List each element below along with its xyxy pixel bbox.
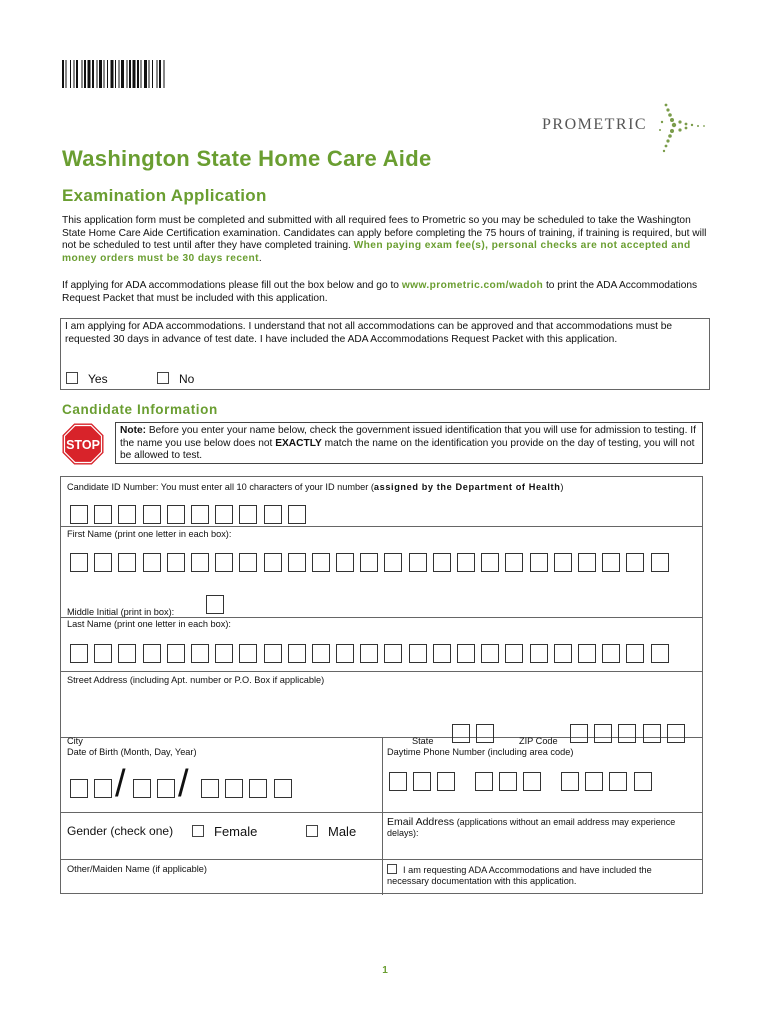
zip-label: ZIP Code — [519, 736, 558, 746]
last-name-label: Last Name (print one letter in each box): — [67, 619, 231, 629]
ada-request-box — [60, 318, 710, 390]
letter-box[interactable] — [157, 779, 175, 798]
barcode-bar — [119, 60, 120, 88]
barcode-bar — [152, 60, 153, 88]
letter-box[interactable] — [336, 553, 354, 572]
letter-box[interactable] — [626, 553, 644, 572]
letter-box[interactable] — [312, 553, 330, 572]
first-name-label: First Name (print one letter in each box): — [67, 529, 232, 539]
stop-sign-text: STOP — [66, 438, 100, 452]
phone-line-boxes[interactable] — [561, 772, 652, 791]
ada-yes-label: Yes — [88, 372, 108, 386]
barcode-bar — [159, 60, 161, 88]
letter-box[interactable] — [288, 644, 306, 663]
letter-box[interactable] — [288, 505, 306, 524]
dob-slash: / — [178, 763, 189, 805]
letter-box[interactable] — [384, 644, 402, 663]
barcode-bar — [137, 60, 139, 88]
intro-text: This application form must be completed and submitted with all required fees to Prometric so you may be scheduled to take the Washington State Home Care Aide Certification examination. Candidates can apply before completing the 75 hours of training, if training is required, but will not be scheduled to test until after they have completed training. — [62, 215, 707, 251]
letter-box[interactable] — [94, 644, 112, 663]
candidate-id-label — [67, 482, 563, 493]
dob-year-boxes[interactable] — [201, 779, 292, 798]
letter-box[interactable] — [94, 553, 112, 572]
letter-box[interactable] — [618, 724, 636, 743]
letter-box[interactable] — [264, 553, 282, 572]
barcode-bar — [164, 60, 165, 88]
letter-box[interactable] — [457, 553, 475, 572]
barcode-bar — [66, 60, 67, 88]
letter-box[interactable] — [409, 644, 427, 663]
letter-box[interactable] — [651, 644, 669, 663]
barcode-bar — [127, 60, 128, 88]
letter-box[interactable] — [530, 553, 548, 572]
barcode — [62, 60, 232, 88]
letter-box[interactable] — [409, 553, 427, 572]
letter-box[interactable] — [523, 772, 541, 791]
letter-box[interactable] — [143, 644, 161, 663]
letter-box[interactable] — [643, 724, 661, 743]
letter-box[interactable] — [118, 505, 136, 524]
phone-area-boxes[interactable] — [389, 772, 455, 791]
street-address-input[interactable] — [67, 689, 697, 719]
middle-initial-label: Middle Initial (print in box): — [67, 607, 175, 617]
barcode-bar — [121, 60, 124, 88]
letter-box[interactable] — [578, 553, 596, 572]
note-exactly: EXACTLY — [275, 437, 322, 449]
letter-box[interactable] — [505, 644, 523, 663]
letter-box[interactable] — [239, 553, 257, 572]
letter-box[interactable] — [360, 553, 378, 572]
letter-box[interactable] — [554, 644, 572, 663]
letter-box[interactable] — [94, 779, 112, 798]
note-text1: Before you enter your name below, check the government issued identification that you will use for admission to testing. If the name you use below does not — [120, 425, 696, 449]
letter-box[interactable] — [634, 772, 652, 791]
zip-boxes[interactable] — [570, 724, 685, 743]
ada-no-option[interactable] — [157, 372, 194, 386]
barcode-bar — [149, 60, 150, 88]
letter-box[interactable] — [667, 724, 685, 743]
letter-box[interactable] — [249, 779, 267, 798]
gender-label-close: ) — [169, 824, 174, 838]
barcode-bar — [88, 60, 91, 88]
barcode-bar — [84, 60, 86, 88]
ada-yes-option[interactable] — [66, 372, 108, 386]
letter-box[interactable] — [143, 553, 161, 572]
letter-box[interactable] — [505, 553, 523, 572]
letter-box[interactable] — [191, 553, 209, 572]
barcode-bar — [107, 60, 108, 88]
ada-no-label: No — [179, 372, 195, 386]
ada-yes-checkbox[interactable] — [66, 372, 78, 384]
prometric-logo — [542, 100, 712, 156]
candidate-id-boxes[interactable] — [70, 505, 306, 524]
page-number: 1 — [382, 965, 388, 976]
barcode-bar — [133, 60, 136, 88]
ada-confirm-label: I am requesting ADA Accommodations and have included the necessary documentation with this application. — [387, 865, 652, 886]
email-label-text: Email Address — [387, 816, 455, 828]
letter-box[interactable] — [530, 644, 548, 663]
letter-box[interactable] — [118, 553, 136, 572]
letter-box[interactable] — [191, 505, 209, 524]
letter-box[interactable] — [609, 772, 627, 791]
barcode-bar — [111, 60, 114, 88]
letter-box[interactable] — [70, 553, 88, 572]
letter-box[interactable] — [433, 644, 451, 663]
letter-box[interactable] — [239, 505, 257, 524]
gender-label — [67, 826, 173, 837]
letter-box[interactable] — [475, 772, 493, 791]
last-name-boxes[interactable] — [70, 644, 669, 663]
note-text2: match the name on the identification you provide on the day of testing, you will not be allowed to test. — [120, 437, 695, 461]
candidate-id-close: ) — [560, 482, 564, 492]
candidate-id-label-text: Candidate ID Number: You must enter all 10 characters of your ID number ( — [67, 482, 374, 492]
letter-box[interactable] — [481, 553, 499, 572]
letter-box[interactable] — [215, 505, 233, 524]
letter-box[interactable] — [433, 553, 451, 572]
letter-box[interactable] — [143, 505, 161, 524]
page-title: Washington State Home Care Aide — [62, 146, 432, 171]
candidate-info-heading: Candidate Information — [62, 402, 218, 417]
phone-label: Daytime Phone Number (including area code) — [387, 747, 574, 757]
dob-label: Date of Birth (Month, Day, Year) — [67, 747, 197, 757]
letter-box[interactable] — [167, 644, 185, 663]
letter-box[interactable] — [602, 553, 620, 572]
barcode-bar — [129, 60, 131, 88]
barcode-bar — [157, 60, 158, 88]
female-checkbox[interactable] — [192, 825, 204, 837]
barcode-bar — [70, 60, 71, 88]
stop-sign-icon — [61, 422, 105, 466]
payment-warning: When paying exam fee(s), personal checks are not accepted and money orders must be 30 days recent — [62, 240, 691, 264]
letter-box[interactable] — [70, 505, 88, 524]
email-label — [387, 817, 687, 839]
letter-box[interactable] — [554, 553, 572, 572]
state-boxes[interactable] — [452, 724, 494, 743]
barcode-bar — [76, 60, 78, 88]
ada-url-link[interactable]: www.prometric.com/wadoh — [401, 280, 544, 291]
ada-instructions-text1: If applying for ADA accommodations please fill out the box below and go to — [62, 280, 399, 291]
letter-box[interactable] — [70, 779, 88, 798]
candidate-form — [60, 476, 703, 894]
letter-box[interactable] — [389, 772, 407, 791]
letter-box[interactable] — [457, 644, 475, 663]
logo-text: PROMETRIC — [542, 116, 648, 133]
letter-box[interactable] — [94, 505, 112, 524]
other-name-label: Other/Maiden Name (if applicable) — [67, 864, 207, 874]
letter-box[interactable] — [578, 644, 596, 663]
letter-box[interactable] — [585, 772, 603, 791]
letter-box[interactable] — [215, 644, 233, 663]
note-label: Note: — [120, 425, 147, 436]
phone-prefix-boxes[interactable] — [475, 772, 541, 791]
barcode-bar — [104, 60, 105, 88]
note-box — [115, 422, 703, 464]
male-label: Male — [328, 824, 357, 839]
dob-slash: / — [115, 763, 126, 805]
letter-box[interactable] — [118, 644, 136, 663]
ada-no-checkbox[interactable] — [157, 372, 169, 384]
letter-box[interactable] — [651, 553, 669, 572]
email-note: (applications without an email address may experience delays): — [387, 817, 676, 838]
letter-box[interactable] — [239, 644, 257, 663]
letter-box[interactable] — [274, 779, 292, 798]
letter-box[interactable] — [384, 553, 402, 572]
letter-box[interactable] — [476, 724, 494, 743]
letter-box[interactable] — [452, 724, 470, 743]
letter-box[interactable] — [264, 644, 282, 663]
letter-box[interactable] — [312, 644, 330, 663]
barcode-bar — [144, 60, 147, 88]
gender-label-text: Gender (check one — [67, 824, 170, 838]
letter-box[interactable] — [215, 553, 233, 572]
page-subtitle: Examination Application — [62, 186, 267, 205]
letter-box[interactable] — [167, 553, 185, 572]
letter-box[interactable] — [201, 779, 219, 798]
logo-dots-icon — [658, 100, 712, 156]
letter-box[interactable] — [499, 772, 517, 791]
barcode-bar — [99, 60, 102, 88]
letter-box[interactable] — [413, 772, 431, 791]
dob-month-boxes[interactable] — [70, 779, 112, 798]
letter-box[interactable] — [561, 772, 579, 791]
letter-box[interactable] — [264, 505, 282, 524]
barcode-bar — [92, 60, 94, 88]
first-name-boxes[interactable] — [70, 553, 669, 572]
letter-box[interactable] — [191, 644, 209, 663]
intro-end: . — [258, 252, 262, 264]
letter-box[interactable] — [481, 644, 499, 663]
letter-box[interactable] — [570, 724, 588, 743]
letter-box[interactable] — [437, 772, 455, 791]
letter-box[interactable] — [602, 644, 620, 663]
ada-instructions — [62, 280, 712, 305]
letter-box[interactable] — [288, 553, 306, 572]
male-option[interactable] — [306, 824, 356, 839]
letter-box[interactable] — [70, 644, 88, 663]
letter-box[interactable] — [206, 595, 224, 614]
ada-request-text: I am applying for ADA accommodations. I understand that not all accommodations can be approved and that accommodations must be requested 30 days in advance of test date. I have included the ADA Accommodations Request Packet with this application. — [65, 321, 673, 345]
male-checkbox[interactable] — [306, 825, 318, 837]
letter-box[interactable] — [336, 644, 354, 663]
barcode-bar — [115, 60, 116, 88]
middle-initial-boxes[interactable] — [206, 595, 224, 614]
dob-day-boxes[interactable] — [133, 779, 175, 798]
ada-confirm-option[interactable] — [387, 864, 687, 887]
barcode-bar — [62, 60, 64, 88]
barcode-bar — [74, 60, 75, 88]
state-label: State — [412, 736, 434, 746]
letter-box[interactable] — [360, 644, 378, 663]
city-label: City — [67, 736, 83, 746]
ada-instructions-text2: to print the ADA Accommodations Request Packet that must be included with this application. — [62, 280, 698, 304]
female-label: Female — [214, 824, 258, 839]
barcode-bar — [141, 60, 142, 88]
letter-box[interactable] — [167, 505, 185, 524]
street-address-label: Street Address (including Apt. number or P.O. Box if applicable) — [67, 675, 325, 685]
barcode-bar — [82, 60, 83, 88]
candidate-id-emph: assigned by the Department of Health — [373, 482, 561, 492]
ada-confirm-checkbox[interactable] — [387, 864, 397, 874]
female-option[interactable] — [192, 824, 257, 839]
barcode-bar — [97, 60, 98, 88]
letter-box[interactable] — [225, 779, 243, 798]
letter-box[interactable] — [626, 644, 644, 663]
letter-box[interactable] — [594, 724, 612, 743]
intro-paragraph — [62, 215, 712, 265]
letter-box[interactable] — [133, 779, 151, 798]
